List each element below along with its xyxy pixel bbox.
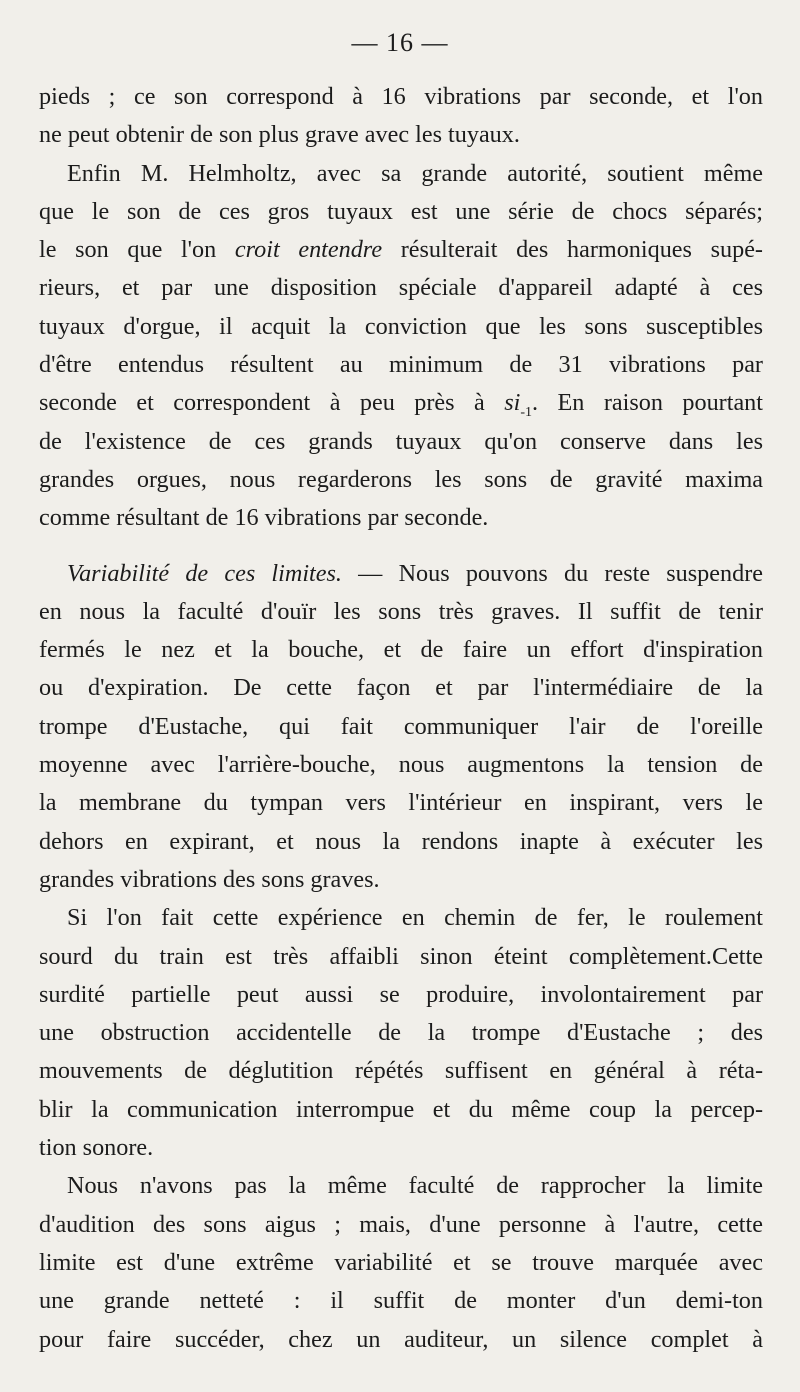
paragraph-4 xyxy=(39,899,763,1167)
text-line: Enfin M. Helmholtz, avec sa grande autorité, soutient même xyxy=(67,159,763,187)
text-line: une obstruction accidentelle de la trompe d'Eustache ; des xyxy=(39,1019,763,1047)
text-line-with-heading xyxy=(39,555,763,593)
section-heading: Variabilité de ces limites. xyxy=(67,559,342,587)
text-fragment: — Nous pouvons du reste suspendre xyxy=(341,559,763,587)
paragraph-5 xyxy=(39,1167,763,1358)
text-line: tion sonore. xyxy=(39,1134,154,1162)
paragraph-1 xyxy=(39,78,763,155)
text-line: pieds ; ce son correspond à 16 vibrations par seconde, et l'on xyxy=(39,83,763,110)
text-line: sourd du train est très affaibli sinon éteint complètement.Cette xyxy=(39,942,763,970)
text-line-with-emphasis xyxy=(39,231,763,269)
text-line: la membrane du tympan vers l'intérieur en inspirant, vers le xyxy=(39,789,763,817)
text-line: moyenne avec l'arrière-bouche, nous augmentons la tension de xyxy=(39,751,763,779)
text-line: limite est d'une extrême variabilité et se trouve marquée avec xyxy=(39,1248,763,1276)
text-line: que le son de ces gros tuyaux est une série de chocs séparés; xyxy=(39,197,763,225)
text-line: grandes orgues, nous regarderons les sons de gravité maxima xyxy=(39,465,763,493)
paragraph-gap xyxy=(39,538,763,555)
text-line: blir la communication interrompue et du même coup la percep- xyxy=(39,1095,763,1123)
text-line: Nous n'avons pas la même faculté de rapprocher la limite xyxy=(67,1172,763,1200)
emphasis-text: croit entendre xyxy=(234,236,383,264)
text-line: grandes vibrations des sons graves. xyxy=(39,865,380,893)
text-line: en nous la faculté d'ouïr les sons très graves. Il suffit de tenir xyxy=(39,597,763,625)
text-line: comme résultant de 16 vibrations par seconde. xyxy=(39,504,489,532)
text-line: pour faire succéder, chez un auditeur, un silence complet à xyxy=(39,1325,763,1353)
text-fragment: . En raison pourtant xyxy=(532,389,763,417)
text-line: fermés le nez et la bouche, et de faire un effort d'inspiration xyxy=(39,636,763,664)
note-subscript: -1 xyxy=(520,405,533,421)
text-line: ne peut obtenir de son plus grave avec les tuyaux. xyxy=(39,121,520,149)
text-line: tuyaux d'orgue, il acquit la conviction que les sons susceptibles xyxy=(39,312,763,340)
paragraph-3 xyxy=(39,555,763,900)
paragraph-2 xyxy=(39,155,763,538)
text-fragment: le son que l'on xyxy=(39,236,235,264)
text-line-with-note xyxy=(39,384,763,422)
text-line: surdité partielle peut aussi se produire, involontairement par xyxy=(39,980,763,1008)
text-line: Si l'on fait cette expérience en chemin de fer, le roulement xyxy=(67,904,763,932)
text-line: de l'existence de ces grands tuyaux qu'on conserve dans les xyxy=(39,427,763,455)
text-fragment: résulterait des harmoniques supé- xyxy=(382,236,763,264)
text-fragment: seconde et correspondent à peu près à xyxy=(39,389,505,417)
text-line: d'audition des sons aigus ; mais, d'une personne à l'autre, cette xyxy=(39,1210,763,1238)
text-line: mouvements de déglutition répétés suffisent en général à réta- xyxy=(39,1057,763,1085)
text-line: d'être entendus résultent au minimum de 31 vibrations par xyxy=(39,351,763,379)
page-number: — 16 — xyxy=(351,28,449,57)
text-line: trompe d'Eustache, qui fait communiquer l'air de l'oreille xyxy=(39,712,763,740)
text-line: dehors en expirant, et nous la rendons inapte à exécuter les xyxy=(39,827,763,855)
text-line: rieurs, et par une disposition spéciale d'appareil adapté à ces xyxy=(39,274,763,302)
text-line: une grande netteté : il suffit de monter d'un demi-ton xyxy=(39,1287,763,1315)
musical-note: si xyxy=(504,389,521,417)
body-text xyxy=(39,78,763,1359)
text-line: ou d'expiration. De cette façon et par l'intermédiaire de la xyxy=(39,674,763,702)
